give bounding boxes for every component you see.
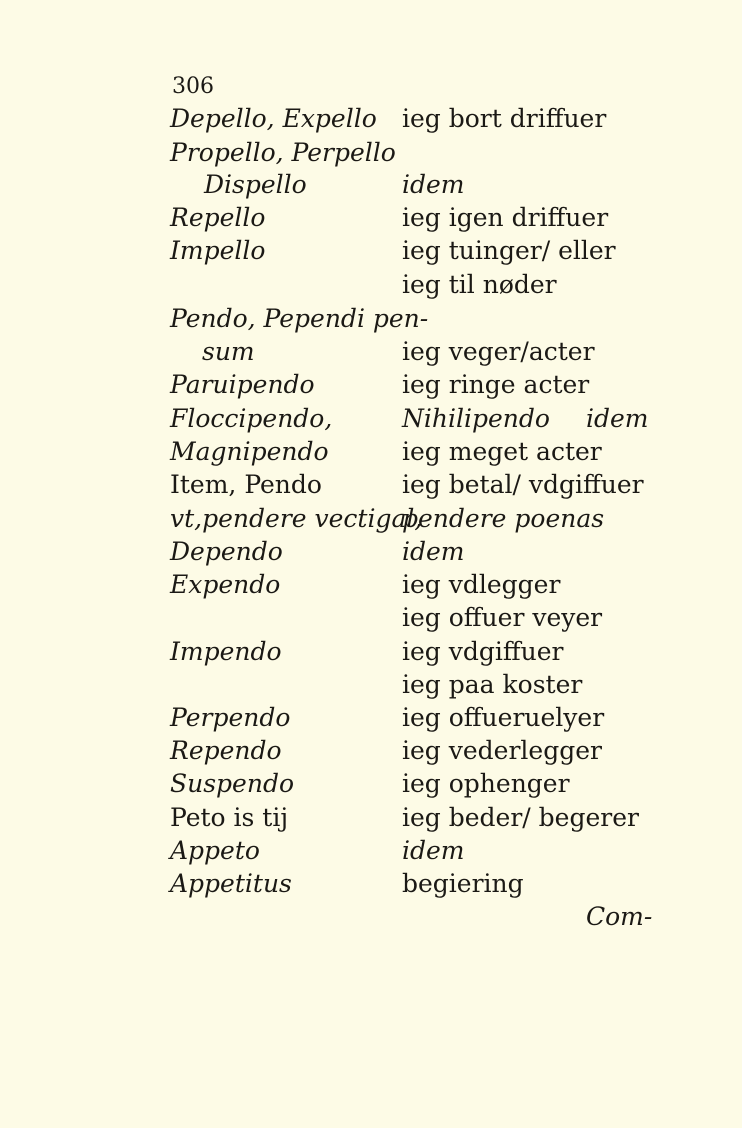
danish-gloss: idem [402,537,465,566]
latin-term: sum [202,337,255,366]
scan-border-right [742,0,752,1140]
latin-term: Item, Pendo [170,470,322,499]
danish-gloss: ieg vederlegger [402,736,602,765]
danish-gloss: ieg offuer veyer [402,603,603,632]
danish-gloss: ieg til nøder [402,270,557,299]
danish-gloss: idem [402,170,465,199]
latin-term: Appeto [170,836,260,865]
danish-gloss: ieg bort driffuer [402,104,607,133]
latin-term: Pendo, Pependi pen- [170,304,429,333]
danish-gloss: ieg paa koster [402,670,583,699]
danish-gloss: ieg betal/ vdgiffuer [402,470,644,499]
danish-gloss: ieg igen driffuer [402,203,609,232]
latin-term: Rependo [170,736,282,765]
latin-term: Peto is tij [170,803,289,832]
catchword: Com- [586,902,653,931]
latin-term: Perpendo [170,703,291,732]
latin-term: Depello, Expello [170,104,377,133]
latin-term: Paruipendo [170,370,315,399]
danish-gloss: begiering [402,869,524,898]
latin-term: Suspendo [170,769,295,798]
latin-term: pendere poenas [402,504,605,533]
page-number: 306 [172,74,214,99]
danish-gloss: idem [402,836,465,865]
latin-term: Impendo [170,637,282,666]
danish-gloss: ieg beder/ begerer [402,803,639,832]
latin-term: Impello [170,236,266,265]
latin-term: Dependo [170,537,283,566]
scan-border-bottom [0,1128,752,1140]
danish-gloss: ieg tuinger/ eller [402,236,616,265]
latin-term: Expendo [170,570,281,599]
latin-term: vt,pendere vectigal, [170,504,423,533]
latin-term: Repello [170,203,266,232]
danish-gloss: ieg ophenger [402,769,570,798]
danish-gloss: ieg meget acter [402,437,602,466]
danish-gloss: idem [586,404,649,433]
latin-term: Nihilipendo [402,404,550,433]
latin-term: Appetitus [170,869,292,898]
latin-term: Propello, Perpello [170,138,396,167]
danish-gloss: ieg ringe acter [402,370,590,399]
latin-term: Floccipendo, [170,404,333,433]
danish-gloss: ieg vdgiffuer [402,637,564,666]
danish-gloss: ieg offueruelyer [402,703,605,732]
latin-term: Dispello [204,170,307,199]
danish-gloss: ieg veger/acter [402,337,595,366]
danish-gloss: ieg vdlegger [402,570,561,599]
latin-term: Magnipendo [170,437,329,466]
